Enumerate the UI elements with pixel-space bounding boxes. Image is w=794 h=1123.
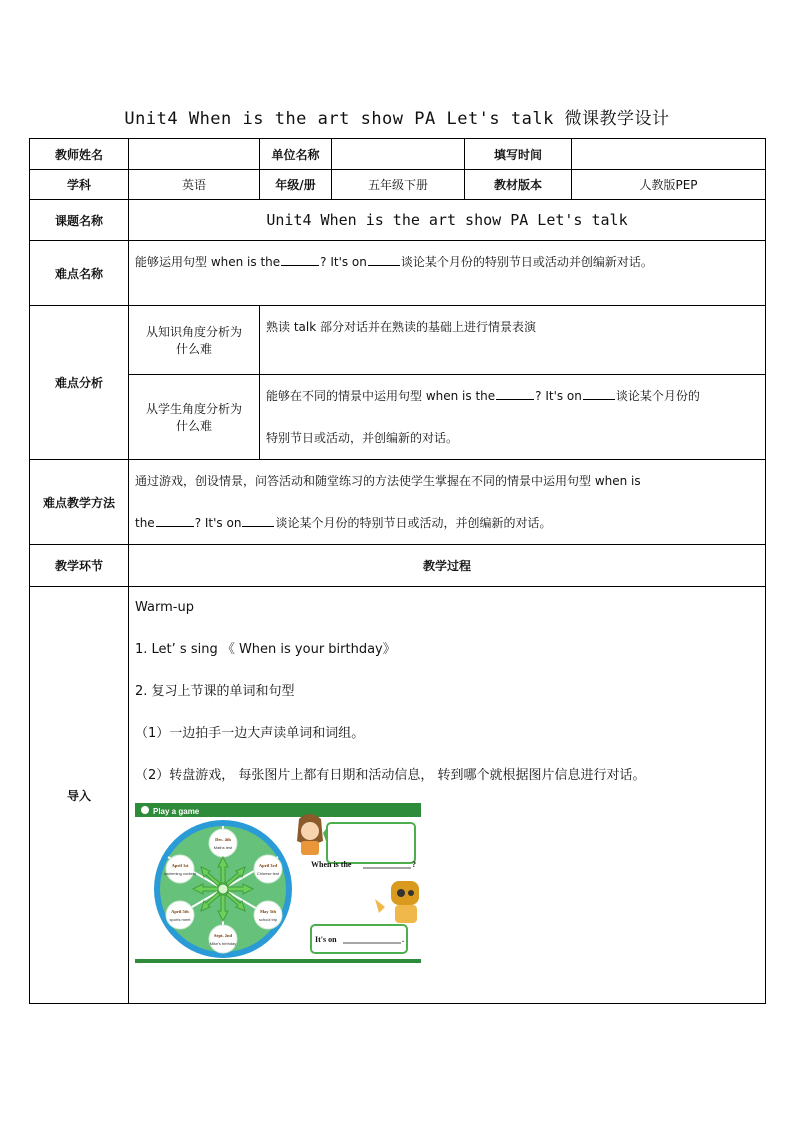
topic-value: Unit4 When is the art show PA Let's talk (129, 200, 766, 241)
student-label: 从学生角度分析为什么难 (129, 375, 260, 460)
spin-wheel-picture (135, 803, 421, 963)
answer-text: It's on (315, 935, 337, 944)
lead-in-label: 导入 (30, 587, 129, 1004)
topic-label: 课题名称 (30, 200, 129, 241)
subject-value: 英语 (129, 170, 260, 200)
unit-value (332, 139, 465, 170)
student-value: 能够在不同的情景中运用句型 when is the ? It's on 谈论某个月份的 特别节日或活动，并创编新的对话。 (260, 375, 766, 460)
difficulty-value: 能够运用句型 when is the ? It's on 谈论某个月份的特别节日或活动并创编新对话。 (129, 241, 766, 306)
lead-in-content (129, 587, 766, 1004)
step-sing: 1. Let’ s sing 《 When is your birthday》 (135, 642, 396, 657)
lesson-design-table (29, 138, 766, 1004)
game-banner-text: Play a game (153, 807, 200, 816)
svg-text:.: . (402, 935, 404, 944)
step-review: 2. 复习上节课的单词和句型 (135, 684, 295, 699)
method-value: 通过游戏，创设情景，问答活动和随堂练习的方法使学生掌握在不同的情景中运用句型 when is the ? It's on 谈论某个月份的特别节日或活动，并创编新的对话。 (129, 460, 766, 545)
wheel-card (254, 855, 282, 883)
svg-text:April 5th: April 5th (171, 909, 189, 914)
svg-text:May 5th: May 5th (259, 909, 277, 914)
knowledge-label: 从知识角度分析为什么难 (129, 306, 260, 375)
runner-icon (141, 806, 149, 814)
svg-text:Mike's birthday: Mike's birthday (209, 941, 237, 946)
subject-label: 学科 (30, 170, 129, 200)
analysis-label: 难点分析 (30, 306, 129, 460)
question-text: When is the (311, 860, 352, 869)
table-row (30, 545, 766, 587)
grade-label: 年级/册 (260, 170, 332, 200)
svg-text:April 3rd: April 3rd (258, 863, 278, 868)
method-label: 难点教学方法 (30, 460, 129, 545)
date-label: 填写时间 (465, 139, 572, 170)
warmup-heading: Warm-up (135, 600, 194, 615)
bottom-bar (135, 959, 421, 963)
page-title: Unit4 When is the art show PA Let's talk 微课教学设计 (124, 109, 670, 129)
step-spin: （2）转盘游戏， 每张图片上都有日期和活动信息， 转到哪个就根据图片信息进行对话。 (135, 768, 646, 783)
svg-text:Maths test: Maths test (213, 845, 233, 850)
edition-label: 教材版本 (465, 170, 572, 200)
question-bubble (327, 823, 415, 863)
svg-text:Sept. 2nd: Sept. 2nd (213, 933, 233, 938)
date-value (572, 139, 766, 170)
svg-text:Chinese test: Chinese test (256, 871, 280, 876)
svg-text:April 1st: April 1st (171, 863, 189, 868)
knowledge-value: 熟读 talk 部分对话并在熟读的基础上进行情景表演 (260, 306, 766, 375)
wheel-card (209, 925, 237, 953)
table-row (30, 170, 766, 200)
edition-value: 人教版PEP (572, 170, 766, 200)
wheel-card (166, 901, 194, 929)
spinner-hub (218, 884, 228, 894)
svg-text:school trip: school trip (258, 917, 278, 922)
svg-text:Dec. 4th: Dec. 4th (215, 837, 231, 842)
table-row (30, 587, 766, 1004)
svg-text:swimming contest: swimming contest (164, 871, 196, 876)
spin-wheel-svg (135, 803, 421, 963)
process-header: 教学过程 (129, 545, 766, 587)
grade-value: 五年级下册 (332, 170, 465, 200)
wheel-card (254, 901, 282, 929)
step-clap: （1）一边拍手一边大声读单词和词组。 (135, 726, 365, 741)
unit-label: 单位名称 (260, 139, 332, 170)
svg-text:?: ? (412, 860, 416, 869)
svg-text:sports meet: sports meet (169, 917, 191, 922)
table-row (30, 139, 766, 170)
stage-header: 教学环节 (30, 545, 129, 587)
table-row (30, 460, 766, 545)
teacher-value (129, 139, 260, 170)
table-row (30, 306, 766, 375)
difficulty-label: 难点名称 (30, 241, 129, 306)
table-row (30, 375, 766, 460)
wheel-card (209, 829, 237, 857)
table-row (30, 241, 766, 306)
table-row (30, 200, 766, 241)
teacher-label: 教师姓名 (30, 139, 129, 170)
